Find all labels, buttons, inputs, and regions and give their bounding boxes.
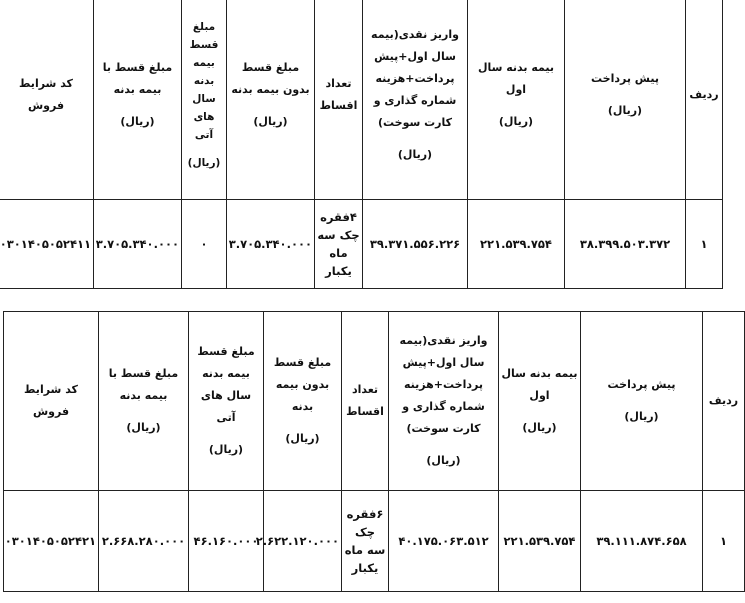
unit-label: (ریال) — [187, 157, 221, 169]
unit-label: (ریال) — [426, 454, 461, 467]
table-row — [0, 200, 723, 289]
cell-sale-code: ۰۳۰۱۴۰۵۰۵۲۴۲۱ — [4, 491, 99, 592]
header-installment-count: تعداد اقساط — [315, 0, 363, 200]
unit-label: (ریال) — [397, 148, 433, 161]
cell-row-number: ۱ — [703, 491, 745, 592]
header-future-years-insurance: مبلغ قسط بیمه بدنه سال های آتی (ریال) — [189, 312, 264, 491]
unit-label: (ریال) — [208, 443, 244, 456]
header-cash-deposit: واریز نقدی(بیمه سال اول+پیش پرداخت+هزینه شماره گذاری و کارت سوخت) (ریال) — [363, 0, 468, 200]
cell-first-year-insurance: ۲۲۱.۵۳۹.۷۵۴ — [468, 200, 565, 289]
cell-future-years-insurance: ۰ — [182, 200, 227, 289]
header-installment-with-insurance: مبلغ قسط با بیمه بدنه (ریال) — [94, 0, 182, 200]
cell-sale-code: ۰۳۰۱۴۰۵۰۵۲۴۱۱ — [0, 200, 94, 289]
header-future-years-insurance: مبلغ قسط بیمه بدنه سال های آتی (ریال) — [182, 0, 227, 200]
unit-label: (ریال) — [126, 421, 161, 434]
header-installment-without-insurance: مبلغ قسط بدون بیمه بدنه (ریال) — [227, 0, 315, 200]
unit-label: (ریال) — [498, 115, 534, 128]
cell-installment-without-insurance: ۲.۶۲۲.۱۲۰.۰۰۰ — [264, 491, 342, 592]
cell-row-number: ۱ — [686, 200, 723, 289]
unit-label: (ریال) — [624, 410, 659, 423]
header-prepayment: پیش پرداخت (ریال) — [581, 312, 703, 491]
header-cash-deposit: واریز نقدی(بیمه سال اول+پیش پرداخت+هزینه شماره گذاری و کارت سوخت) (ریال) — [389, 312, 499, 491]
cell-future-years-insurance: ۴۶.۱۶۰.۰۰۰ — [189, 491, 264, 592]
header-installment-count: تعداد اقساط — [342, 312, 389, 491]
installment-table-2 — [3, 311, 745, 592]
cell-prepayment: ۳۹.۱۱۱.۸۷۴.۶۵۸ — [581, 491, 703, 592]
cell-installment-with-insurance: ۳.۷۰۵.۳۴۰.۰۰۰ — [94, 200, 182, 289]
cell-cash-deposit: ۴۰.۱۷۵.۰۶۳.۵۱۲ — [389, 491, 499, 592]
header-row-number: ردیف — [686, 0, 723, 200]
unit-label: (ریال) — [522, 421, 557, 434]
header-sale-code: کد شرایط فروش — [0, 0, 94, 200]
unit-label: (ریال) — [120, 115, 155, 128]
cell-installment-with-insurance: ۲.۶۶۸.۲۸۰.۰۰۰ — [99, 491, 189, 592]
header-row-number: ردیف — [703, 312, 745, 491]
header-row — [4, 312, 745, 491]
cell-installment-without-insurance: ۳.۷۰۵.۳۴۰.۰۰۰ — [227, 200, 315, 289]
unit-label: (ریال) — [253, 115, 288, 128]
cell-first-year-insurance: ۲۲۱.۵۳۹.۷۵۴ — [499, 491, 581, 592]
table-row — [4, 491, 745, 592]
cell-cash-deposit: ۳۹.۳۷۱.۵۵۶.۲۲۶ — [363, 200, 468, 289]
header-installment-without-insurance: مبلغ قسط بدون بیمه بدنه (ریال) — [264, 312, 342, 491]
installment-table-1 — [0, 0, 723, 289]
cell-installment-count: ۴فقره چک سه ماه یکبار — [315, 200, 363, 289]
header-first-year-insurance: بیمه بدنه سال اول (ریال) — [499, 312, 581, 491]
unit-label: (ریال) — [607, 104, 643, 117]
header-prepayment: پیش پرداخت (ریال) — [565, 0, 686, 200]
cell-prepayment: ۳۸.۳۹۹.۵۰۳.۳۷۲ — [565, 200, 686, 289]
header-sale-code: کد شرایط فروش — [4, 312, 99, 491]
unit-label: (ریال) — [285, 432, 320, 445]
header-installment-with-insurance: مبلغ قسط با بیمه بدنه (ریال) — [99, 312, 189, 491]
header-first-year-insurance: بیمه بدنه سال اول (ریال) — [468, 0, 565, 200]
cell-installment-count: ۶فقره چک سه ماه یکبار — [342, 491, 389, 592]
header-row — [0, 0, 723, 200]
